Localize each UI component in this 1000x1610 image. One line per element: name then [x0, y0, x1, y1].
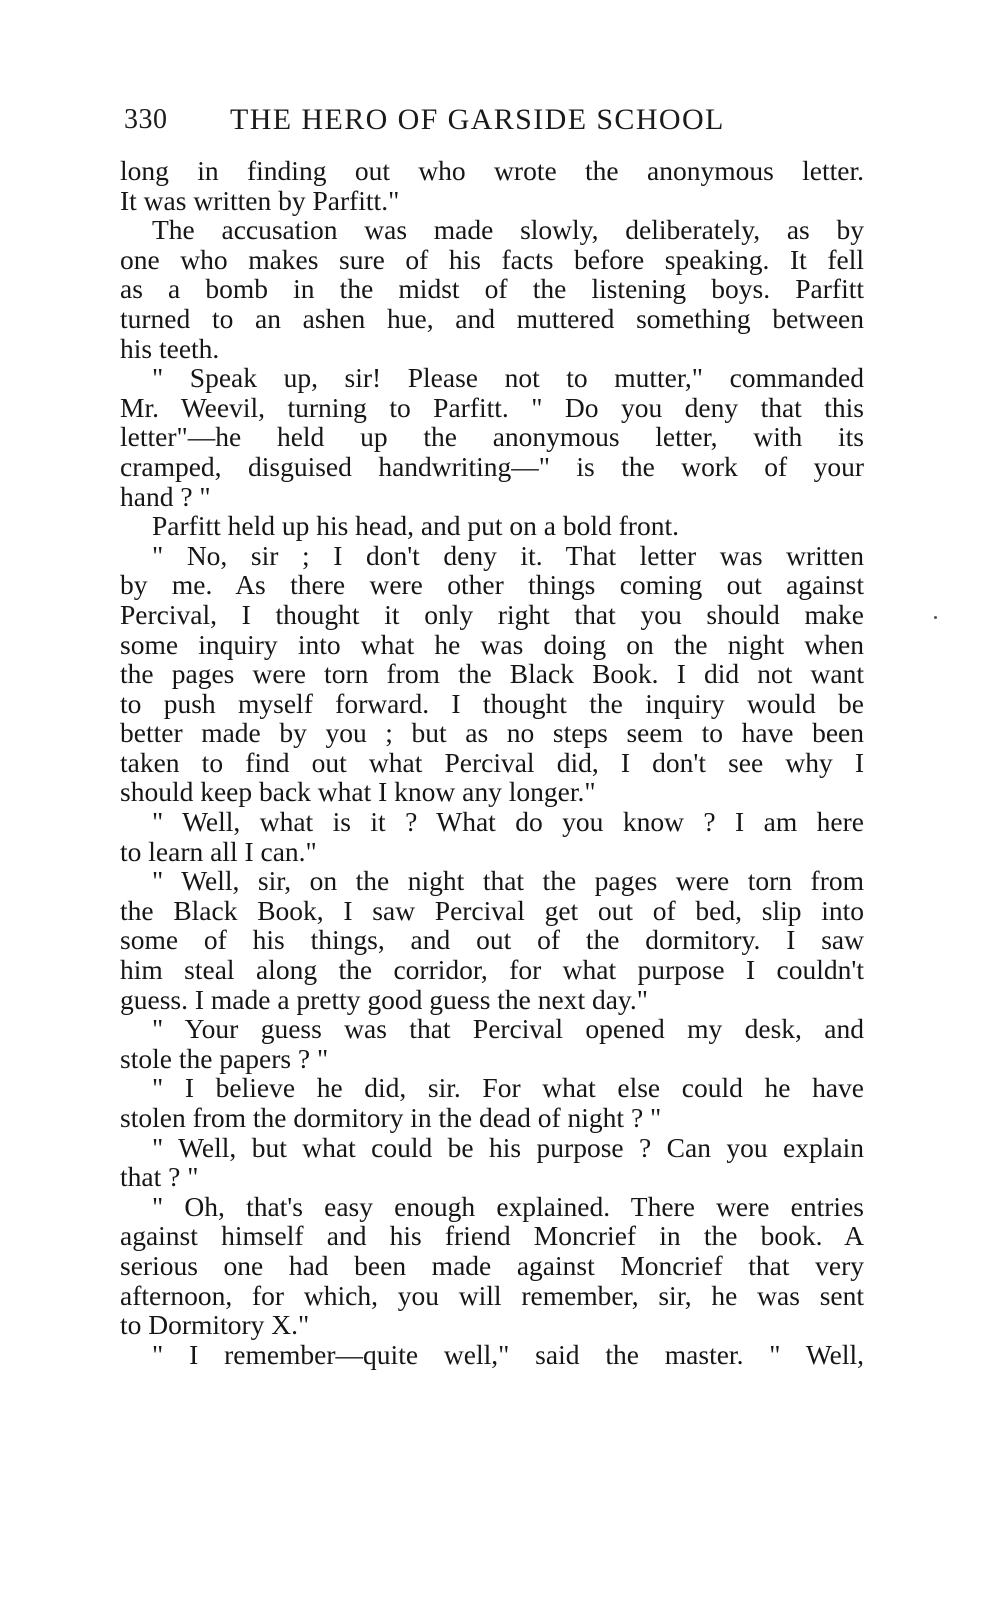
paragraph — [120, 215, 864, 363]
paragraph — [120, 511, 864, 541]
text-line: the pages were torn from the Black Book. I did not want — [120, 658, 864, 690]
text-line: guess. I made a pretty good guess the next day." — [120, 983, 648, 1015]
text-line: long in finding out who wrote the anonymous letter. — [120, 155, 864, 186]
paragraph — [120, 156, 864, 215]
paragraph — [120, 1133, 864, 1192]
text-line: It was written by Parfitt." — [120, 184, 400, 216]
text-line: his teeth. — [120, 332, 220, 364]
text-line: turned to an ashen hue, and muttered something between — [120, 302, 864, 334]
text-line: " I remember—quite well," said the master. " Well, — [152, 1338, 864, 1370]
paragraph — [120, 1073, 864, 1132]
text-line: " Speak up, sir! Please not to mutter," commanded — [152, 362, 864, 394]
text-line: him steal along the corridor, for what purpose I couldn't — [120, 954, 864, 986]
paragraph — [120, 1014, 864, 1073]
paragraph — [120, 866, 864, 1014]
text-line: some inquiry into what he was doing on the night when — [120, 628, 864, 660]
paragraph — [120, 1340, 864, 1370]
text-line: " Well, but what could be his purpose ? Can you explain — [152, 1131, 864, 1163]
text-line: stole the papers ? " — [120, 1042, 329, 1074]
text-line: to push myself forward. I thought the inquiry would be — [120, 687, 864, 719]
text-line: should keep back what I know any longer." — [120, 776, 596, 808]
text-line: " I believe he did, sir. For what else could he have — [152, 1072, 864, 1104]
text-line: letter"—he held up the anonymous letter, with its — [120, 421, 864, 453]
text-line: better made by you ; but as no steps seem to have been — [120, 717, 864, 749]
paragraph — [120, 363, 864, 511]
text-line: one who makes sure of his facts before speaking. It fell — [120, 243, 864, 275]
text-line: " No, sir ; I don't deny it. That letter was written — [152, 539, 864, 571]
text-line: some of his things, and out of the dormitory. I saw — [120, 924, 864, 956]
print-speck — [934, 616, 937, 619]
paragraph — [120, 807, 864, 866]
paragraph — [120, 1192, 864, 1340]
page-number: 330 — [124, 104, 168, 135]
page-header — [124, 100, 864, 140]
text-line: " Well, sir, on the night that the pages were torn from — [152, 865, 864, 897]
text-line: afternoon, for which, you will remember, sir, he was sent — [120, 1279, 864, 1311]
text-line: serious one had been made against Moncrief that very — [120, 1249, 864, 1281]
text-line: Mr. Weevil, turning to Parfitt. " Do you deny that this — [120, 391, 864, 423]
text-line: the Black Book, I saw Percival get out of bed, slip into — [120, 894, 864, 926]
text-line: taken to find out what Percival did, I don't see why I — [120, 746, 864, 778]
text-line: to learn all I can." — [120, 835, 317, 867]
text-line: against himself and his friend Moncrief in the book. A — [120, 1220, 864, 1252]
text-line: hand ? " — [120, 480, 211, 512]
body-text — [120, 156, 864, 1369]
text-line: Parfitt held up his head, and put on a bold front. — [152, 510, 679, 542]
paragraph — [120, 541, 864, 807]
text-line: stolen from the dormitory in the dead of night ? " — [120, 1102, 662, 1133]
text-line: to Dormitory X." — [120, 1309, 310, 1341]
text-line: Percival, I thought it only right that you should make — [120, 598, 864, 630]
text-line: The accusation was made slowly, deliberately, as by — [152, 214, 864, 246]
text-line: as a bomb in the midst of the listening boys. Parfitt — [120, 273, 864, 305]
text-line: " Well, what is it ? What do you know ? I am here — [152, 806, 864, 838]
text-line: that ? " — [120, 1161, 199, 1193]
text-line: cramped, disguised handwriting—" is the work of your — [120, 450, 864, 482]
text-line: by me. As there were other things coming out against — [120, 569, 864, 601]
running-title: THE HERO OF GARSIDE SCHOOL — [230, 103, 725, 136]
text-line: " Oh, that's easy enough explained. There were entries — [152, 1190, 864, 1222]
text-line: " Your guess was that Percival opened my desk, and — [152, 1013, 864, 1045]
